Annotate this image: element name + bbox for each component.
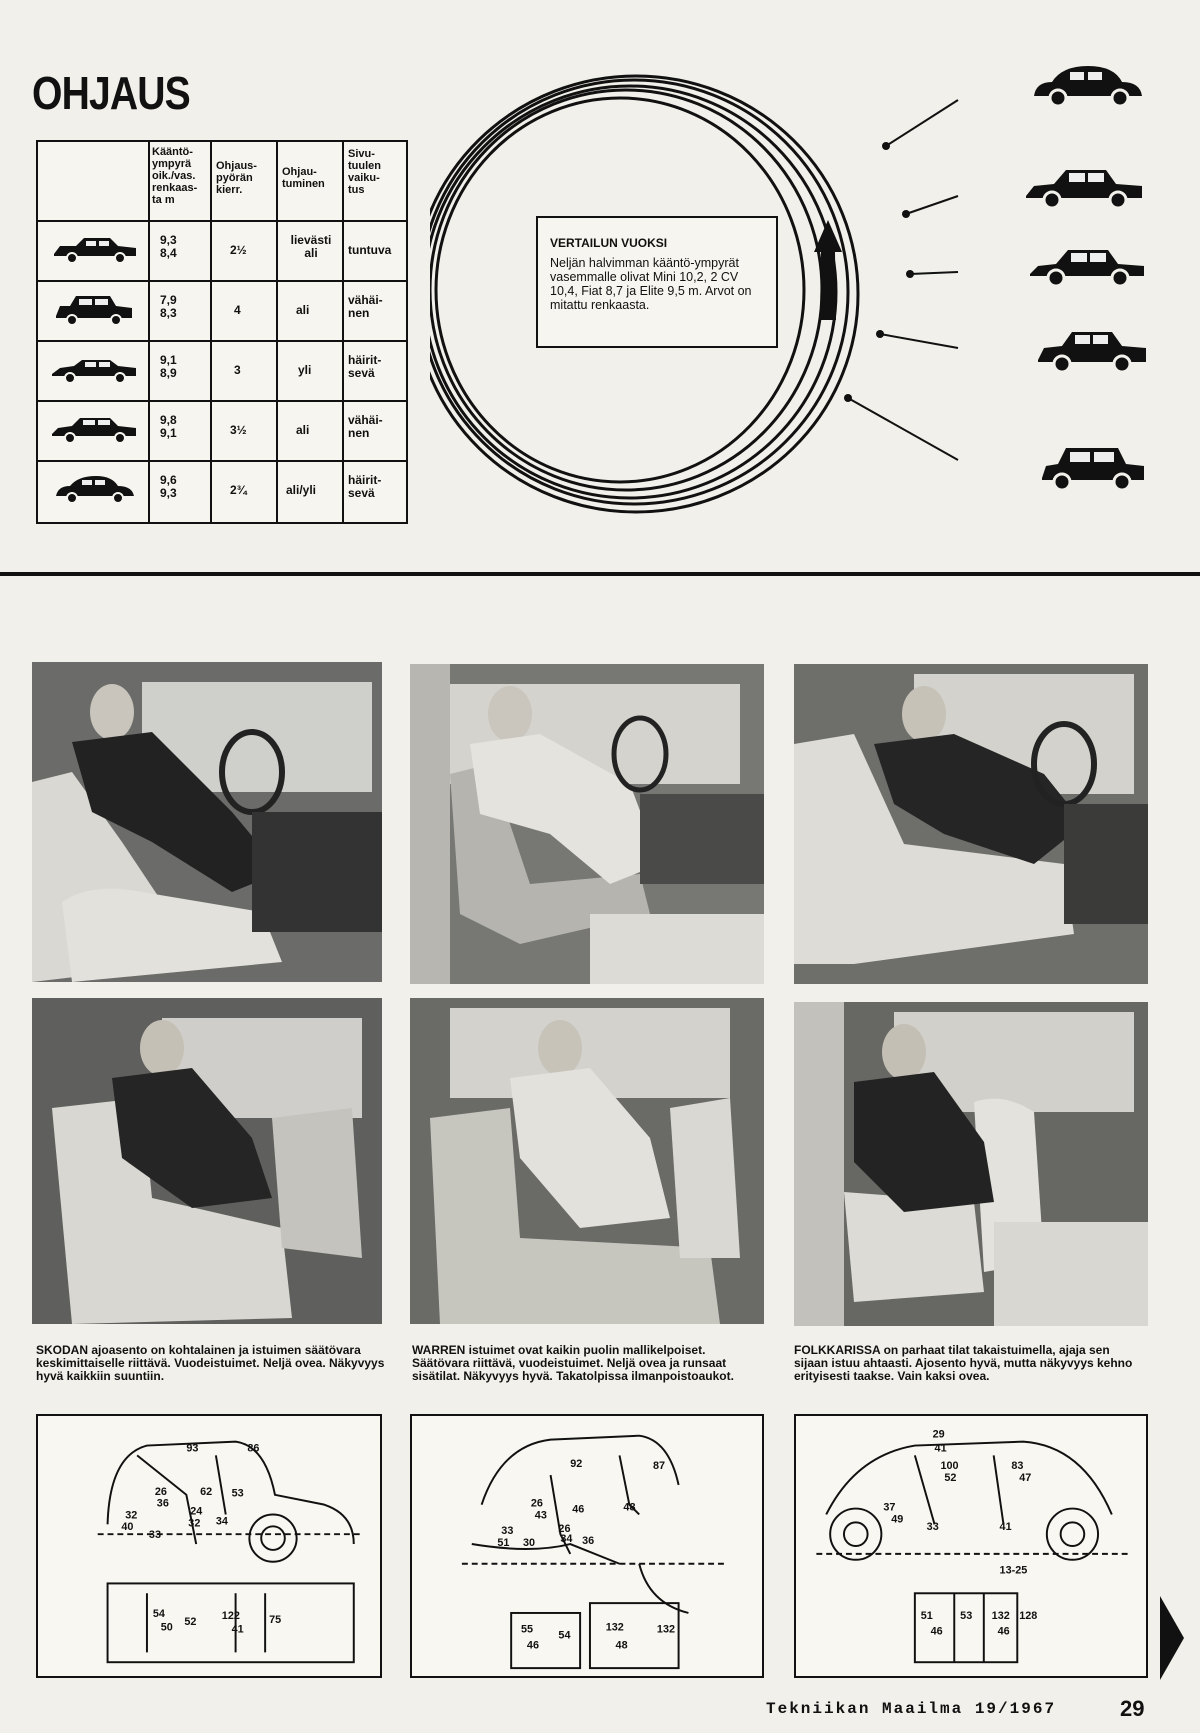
next-page-arrow-icon [1160, 1596, 1184, 1680]
row2-steering: ali [296, 303, 310, 317]
plan-skoda [36, 1414, 382, 1678]
dim-label: 62 [200, 1485, 213, 1498]
section-divider [0, 572, 1200, 576]
row2-crosswind: vähäi- nen [348, 293, 383, 320]
dim-label: 41 [231, 1623, 244, 1636]
footer-magazine: Tekniikan Maailma 19/1967 [766, 1700, 1057, 1718]
row2-turns: 4 [234, 303, 241, 317]
dim-label: 47 [1019, 1472, 1032, 1484]
dim-label: 26 [154, 1485, 167, 1498]
dim-label: 132 [656, 1623, 676, 1636]
dim-label: 50 [160, 1621, 173, 1634]
caption-text: on parhaat tilat takaistuimella, ajaja sen sijaan istuu ahtaasti. Ajosento hyvä, mutta näkyvyys kehno erityisesti taakse. Vain kaksi ovea. [794, 1343, 1133, 1383]
dim-label: 52 [944, 1472, 957, 1484]
dim-label: 46 [930, 1625, 943, 1638]
photo-skoda-front-seat [32, 662, 382, 982]
dim-label: 30 [522, 1537, 536, 1549]
row2-turning: 7,9 8,3 [160, 293, 177, 320]
caption-vw [794, 1344, 1146, 1383]
direction-arrow-icon [814, 220, 842, 320]
dim-label: 13-25 [999, 1564, 1028, 1577]
photo-vw-front-seat [794, 664, 1148, 984]
photo-warszawa-front-seat [410, 664, 764, 984]
dim-label: 100 [940, 1460, 959, 1473]
row5-turns: 2¾ [230, 483, 247, 497]
dim-label: 52 [184, 1615, 197, 1628]
dim-label: 83 [1011, 1460, 1024, 1473]
caption-text: ajoasento on kohtalainen ja istuimen säätövara keskimittaiselle riittävä. Vuodeistuimet. Neljä ovea. Näkyvyys hyvä kaikkiin suuntiin. [36, 1343, 385, 1383]
dim-label: 33 [501, 1525, 514, 1538]
caption-skoda [36, 1344, 388, 1383]
dim-label: 92 [570, 1458, 583, 1471]
header-crosswind: Sivu- tuulen vaiku- tus [348, 148, 381, 196]
dim-label: 55 [521, 1623, 534, 1636]
dim-label: 93 [186, 1442, 199, 1455]
car-sedan-icon [1034, 326, 1150, 376]
dim-label: 53 [960, 1609, 973, 1622]
header-turning-circle: Kääntö- ympyrä oik./vas. renkaas- ta m [152, 146, 198, 206]
dim-label: 46 [997, 1625, 1010, 1638]
dim-label: 26 [558, 1523, 571, 1536]
dim-label: 33 [148, 1529, 161, 1542]
dim-label: 53 [231, 1487, 244, 1500]
dim-label: 122 [221, 1609, 240, 1622]
dim-label: 48 [623, 1501, 636, 1514]
plan-warszawa [410, 1414, 764, 1678]
dim-label: 87 [652, 1460, 666, 1473]
row1-turns: 2½ [230, 243, 247, 257]
dim-label: 24 [190, 1505, 203, 1518]
photo-warszawa-rear-seat [410, 998, 764, 1324]
row3-crosswind: häirit- sevä [348, 353, 382, 380]
dim-label: 32 [188, 1517, 201, 1530]
car-sedan-icon [50, 234, 140, 266]
dim-label: 36 [156, 1497, 169, 1510]
photo-skoda-rear-seat [32, 998, 382, 1324]
dim-label: 36 [582, 1535, 595, 1548]
dim-label: 26 [530, 1497, 543, 1510]
row1-crosswind: tuntuva [348, 243, 392, 257]
car-beetle-icon [52, 474, 138, 506]
dim-label: 51 [920, 1609, 933, 1622]
car-sedan-icon [48, 414, 140, 446]
row5-steering: ali/yli [286, 483, 317, 497]
steering-comparison-table [36, 140, 408, 524]
row4-turns: 3½ [230, 423, 247, 437]
callout-title: VERTAILUN VUOKSI [550, 236, 668, 250]
dim-label: 32 [125, 1509, 138, 1522]
caption-lead: FOLKKARISSA [794, 1343, 881, 1357]
row5-turning: 9,6 9,3 [160, 473, 177, 500]
dim-label: 54 [152, 1607, 165, 1620]
dim-label: 46 [572, 1503, 585, 1516]
caption-lead: WARREN [412, 1343, 466, 1357]
plan-vw [794, 1414, 1148, 1678]
car-sedan-icon [1026, 244, 1150, 290]
dim-label: 75 [269, 1613, 282, 1626]
dim-label: 132 [605, 1621, 624, 1634]
row4-turning: 9,8 9,1 [160, 413, 177, 440]
dim-label: 48 [615, 1639, 628, 1652]
dim-label: 34 [215, 1515, 228, 1528]
car-small-icon [1038, 444, 1148, 494]
dim-label: 86 [247, 1442, 260, 1455]
header-wheel-turns: Ohjaus- pyörän kierr. [216, 160, 257, 196]
dim-label: 132 [991, 1609, 1010, 1622]
header-steering: Ohjau- tuminen [282, 166, 325, 190]
dim-label: 54 [558, 1629, 571, 1642]
dim-label: 43 [534, 1509, 547, 1522]
callout-body: Neljän halvimman kääntö-ympyrät vasemmalle olivat Mini 10,2, 2 CV 10,4, Fiat 8,7 ja Elite 9,5 m. Arvot on mitattu renkaasta. [550, 256, 752, 312]
comparison-callout [536, 216, 778, 348]
row3-steering: yli [298, 363, 312, 377]
row3-turning: 9,1 8,9 [160, 353, 177, 380]
dim-label: 49 [891, 1513, 904, 1526]
row4-steering: ali [296, 423, 310, 437]
dim-label: 33 [926, 1521, 939, 1534]
photo-vw-rear-seat [794, 1002, 1148, 1326]
dim-label: 37 [883, 1501, 896, 1514]
row3-turns: 3 [234, 363, 241, 377]
dim-label: 40 [121, 1521, 134, 1534]
row1-steering: lievästi ali [290, 233, 332, 260]
section-title: OHJAUS [32, 67, 190, 119]
dim-label: 41 [999, 1521, 1012, 1534]
caption-text: istuimet ovat kaikin puolin mallikelpoiset. Säätövara riittävä, vuodeistuimet. Neljä ovea ja runsaat sisätilat. Näkyvyys hyvä. Takatolpissa ilmanpoistoaukot. [412, 1343, 734, 1383]
car-sedan-icon [1022, 164, 1148, 212]
row5-crosswind: häirit- sevä [348, 473, 382, 500]
dim-label: 128 [1019, 1609, 1038, 1622]
car-sedan-icon [48, 356, 140, 386]
row1-turning: 9,3 8,4 [160, 233, 177, 260]
footer-page-number: 29 [1120, 1696, 1145, 1721]
dim-label: 51 [497, 1537, 510, 1549]
dim-label: 34 [560, 1533, 573, 1546]
car-small-icon [52, 292, 136, 328]
row4-crosswind: vähäi- nen [348, 413, 383, 440]
dim-label: 41 [934, 1442, 947, 1455]
dim-label: 29 [932, 1428, 945, 1441]
caption-lead: SKODAN [36, 1343, 89, 1357]
car-beetle-icon [1030, 62, 1146, 108]
caption-warszawa [412, 1344, 764, 1383]
dim-label: 46 [526, 1639, 539, 1652]
